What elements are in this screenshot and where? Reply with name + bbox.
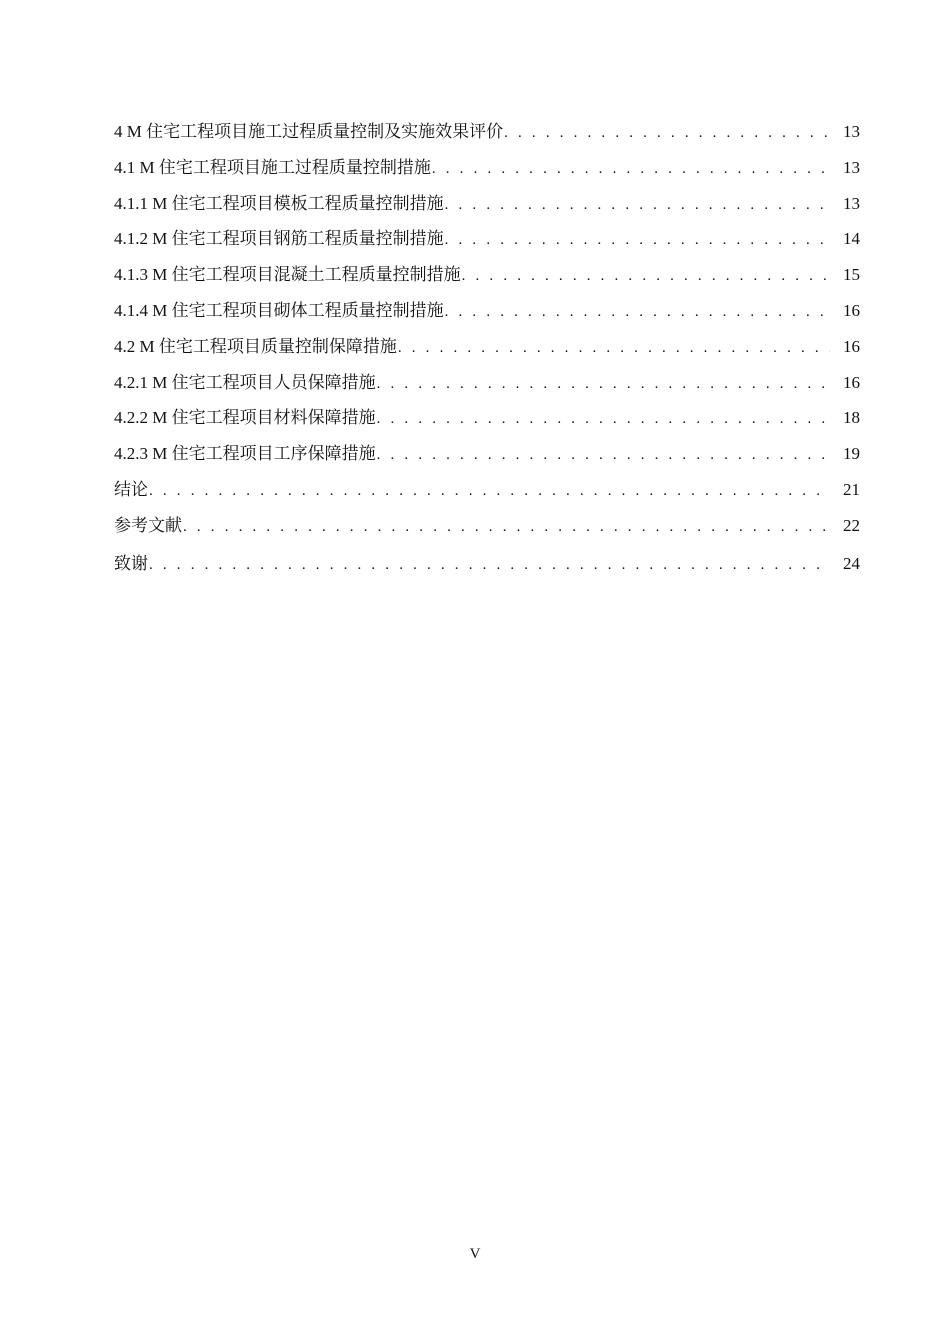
toc-entry-page: 16 bbox=[843, 372, 860, 392]
toc-entry-page: 13 bbox=[843, 193, 860, 213]
toc-entry[interactable] bbox=[114, 297, 860, 333]
toc-entry-page: 18 bbox=[843, 408, 860, 428]
toc-entry[interactable] bbox=[114, 261, 860, 297]
toc-entry-page: 14 bbox=[843, 229, 860, 249]
toc-entry-title: 4 M 住宅工程项目施工过程质量控制及实施效果评价 bbox=[114, 122, 504, 141]
toc-entry-title: 4.1.4 M 住宅工程项目砌体工程质量控制措施 bbox=[114, 300, 444, 320]
toc-entry-title: 参考文献 bbox=[114, 515, 182, 535]
toc-entry-title: 结论 bbox=[114, 479, 148, 499]
toc-entry[interactable] bbox=[114, 404, 860, 440]
toc-entry-page: 21 bbox=[843, 479, 860, 499]
toc-entry-title: 4.2.2 M 住宅工程项目材料保障措施 bbox=[114, 408, 376, 428]
toc-entry[interactable] bbox=[114, 225, 860, 261]
toc-entry-page: 13 bbox=[843, 157, 860, 177]
toc-entry-title: 4.2.1 M 住宅工程项目人员保障措施 bbox=[114, 372, 376, 392]
toc-dot-leader bbox=[149, 551, 830, 579]
toc-entry-title: 4.1.2 M 住宅工程项目钢筋工程质量控制措施 bbox=[114, 229, 444, 249]
toc-dot-leader bbox=[377, 370, 830, 398]
toc-dot-leader bbox=[445, 191, 830, 219]
toc-entry-page: 24 bbox=[843, 553, 860, 573]
toc-dot-leader bbox=[432, 155, 830, 183]
toc-entry-title: 4.1.1 M 住宅工程项目模板工程质量控制措施 bbox=[114, 193, 444, 213]
toc-entry-page: 19 bbox=[843, 444, 860, 464]
toc-entry-page: 16 bbox=[843, 336, 860, 356]
toc-entry[interactable] bbox=[114, 440, 860, 476]
toc-entry-title: 致谢 bbox=[114, 553, 148, 573]
toc-dot-leader bbox=[377, 405, 830, 433]
toc-entry[interactable] bbox=[114, 333, 860, 369]
toc-entry[interactable] bbox=[114, 154, 860, 190]
toc-entry-title: 4.2.3 M 住宅工程项目工序保障措施 bbox=[114, 444, 376, 464]
toc-entry[interactable] bbox=[114, 550, 860, 586]
toc-entry[interactable] bbox=[114, 512, 860, 548]
toc-entry-page: 15 bbox=[843, 265, 860, 285]
table-of-contents bbox=[114, 118, 860, 585]
toc-entry-page: 13 bbox=[843, 122, 860, 141]
toc-dot-leader bbox=[445, 226, 830, 254]
toc-entry[interactable] bbox=[114, 118, 860, 154]
toc-entry-title: 4.1.3 M 住宅工程项目混凝土工程质量控制措施 bbox=[114, 265, 461, 285]
toc-entry[interactable] bbox=[114, 476, 860, 512]
toc-entry-page: 16 bbox=[843, 300, 860, 320]
toc-dot-leader bbox=[377, 441, 830, 469]
toc-dot-leader bbox=[462, 262, 830, 290]
toc-dot-leader bbox=[445, 298, 830, 326]
toc-dot-leader bbox=[183, 513, 830, 541]
toc-entry-title: 4.1 M 住宅工程项目施工过程质量控制措施 bbox=[114, 157, 431, 177]
toc-dot-leader bbox=[398, 334, 830, 362]
toc-entry[interactable] bbox=[114, 369, 860, 405]
toc-dot-leader bbox=[149, 477, 830, 505]
toc-entry-page: 22 bbox=[843, 515, 860, 535]
toc-dot-leader bbox=[504, 119, 830, 147]
toc-entry[interactable] bbox=[114, 190, 860, 226]
page-number: V bbox=[469, 1246, 481, 1262]
toc-entry-title: 4.2 M 住宅工程项目质量控制保障措施 bbox=[114, 336, 397, 356]
